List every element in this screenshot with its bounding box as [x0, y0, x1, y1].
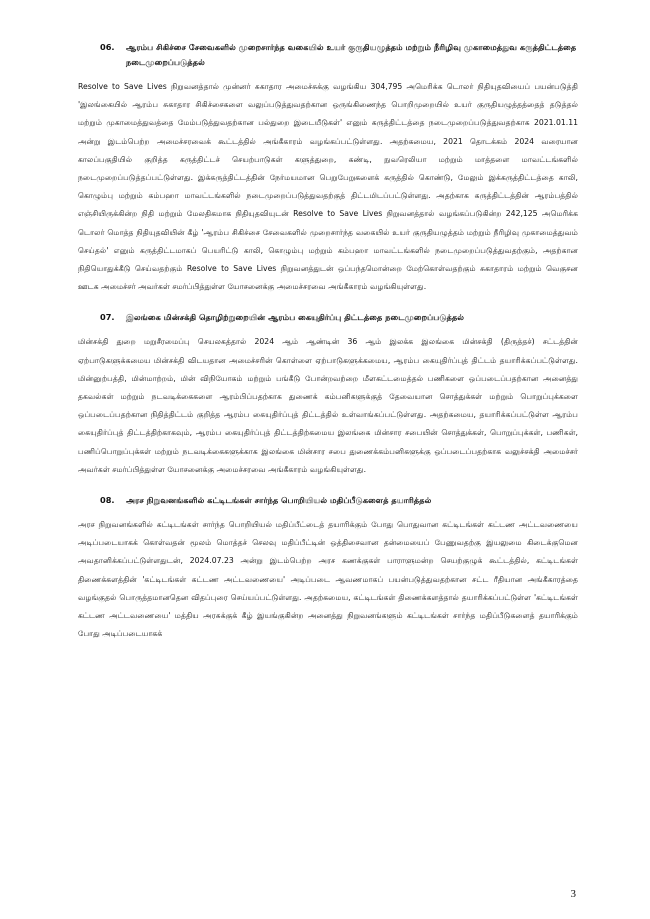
- section-heading: [78, 310, 578, 325]
- section-body: அரச நிறுவனங்களில் கட்டிடங்கள் சார்ந்த பொறியியல் மதிப்பீட்டைத் தயாரிக்கும் போது பொதுவான கட்டிடங்கள் கட்டண அட்டவணையை அடிப்படையாகக் கொள்வதன் மூலம் மொத்தச் செலவு மதிப்பீட்டின் ஒத்திசைவான தன்மையைப் பேணுவதற்கு இயலுமை கிடைக்குமென அவதானிக்கப்பட்டுள்ளதுடன், 2024.07.23 அன்று இடம்பெற்ற அரச கணக்குகள் பாராளுமன்ற செயற்குழுக் கூட்டத்தில், கட்டிடங்கள் திணைக்களத்தின் 'கட்டிடங்கள் கட்டண அட்டவணையை' அடிப்படை ஆவணமாகப் பயன்படுத்துவதற்கான சட்ட ரீதியான அங்கீகாரத்தை வழங்குதல் பொருத்தமானதென விதப்புரை செய்யப்பட்டுள்ளது. அதற்கமைய, கட்டிடங்கள் திணைக்களத்தால் தயாரிக்கப்பட்டுள்ள 'கட்டிடங்கள் கட்டண அட்டவணையை' மத்திய அரசுக்குக் கீழ் இயங்குகின்ற அனைத்து நிறுவனங்களும் கட்டிடங்கள் சார்ந்த மதிப்பீடுகளைத் தயாரிக்கும் போது அடிப்படையாகக்: [78, 520, 578, 639]
- section-body: Resolve to Save Lives நிறுவனத்தால் முன்னர் சுகாதார அமைச்சுக்கு வழங்கிய 304,795 அமெரிக்க டொலர் நிதியுதவியைப் பயன்படுத்தி 'இலங்கையில் ஆரம்ப சுகாதார சிகிச்சைகளை வலுப்படுத்துவதற்கான ஒருங்கிணைந்த பொறிமுறையில் உயர் குருதியழுத்தத்தைத் தடுத்தல் மற்றும் முகாமைத்துவத்தை மேம்படுத்துவதற்கான பல்துறை இடையீடுகள்' எனும் கருத்திட்டத்தை நடைமுறைப்படுத்துவதற்காக 2021.01.11 அன்று இடம்பெற்ற அமைச்சரவைக் கூட்டத்தில் அங்கீகாரம் வழங்கப்பட்டுள்ளது. அதற்கமைய, 2021 தொடக்கம் 2024 வரையான காலப்பகுதியில் குறித்த கருத்திட்டச் செயற்பாடுகள் களுத்துறை, கண்டி, நுவரெலியா மற்றும் மாத்தளை மாவட்டங்களில் நடைமுறைப்படுத்தப்பட்டுள்ளது. இக்கருத்திட்டத்தின் நேர்மயமான பெறுபேறுகளைக் கருத்தில் கொண்டு, மேலும் இக்கருத்திட்டத்தை காலி, கொழும்பு மற்றும் கம்பஹா மாவட்டங்களில் நடைமுறைப்படுத்துவதற்குத் திட்டமிடப்பட்டுள்ளது. அதற்காக கருத்திட்டத்தின் ஆரம்பத்தில் எஞ்சியிருக்கின்ற நிதி மற்றும் மேலதிகமாக நிதியுதவியுடன் Resolve to Save Lives நிறுவனத்தால் வழங்கப்படுகின்ற 242,125 அமெரிக்க டொலர் மொத்த நிதியுதவியின் கீழ் 'ஆரம்ப சிகிச்சை சேவைகளில் முறைசார்ந்த வகையில் உயர் குருதியழுத்தம் மற்றும் நீரிழிவு முகாமைத்துவம் செய்தல்' எனும் கருத்திட்டமாகப் பெயரிட்டு காலி, கொழும்பு மற்றும் கம்பஹா மாவட்டங்களில் நடைமுறைப்படுத்துவதற்கும், அதற்கான நிதியொதுக்கீடு செய்வதற்கும் Resolve to Save Lives நிறுவனத்துடன் ஒப்பந்தமொன்றை மேற்கொள்வதற்கும் சுகாதாரம் மற்றும் வெகுசன ஊடக அமைச்சர் அவர்கள் சமர்ப்பித்துள்ள யோசனைக்கு அமைச்சரவை அங்கீகாரம் வழங்கியுள்ளது.: [78, 82, 578, 292]
- section-title: இலங்கை மின்சக்தி தொழிற்றுறையின் ஆரம்ப கையுதிர்ப்பு திட்டத்தை நடைமுறைப்படுத்தல்: [126, 312, 465, 323]
- section-number: 06.: [100, 42, 115, 52]
- document-page: [78, 40, 578, 657]
- section-heading: [78, 493, 578, 508]
- section-heading: [78, 40, 578, 70]
- page-number: 3: [570, 888, 576, 900]
- section-number: 07.: [100, 312, 115, 323]
- section-08: [78, 493, 578, 643]
- section-number: 08.: [100, 495, 115, 506]
- section-title: ஆரம்ப சிகிச்சை சேவைகளில் முறைசார்ந்த வகையில் உயர் குருதியழுத்தம் மற்றும் நீரிழிவு முகாமைத்துவ கருத்திட்டத்தை நடைமுறைப்படுத்தல்: [126, 42, 577, 67]
- section-body: மின்சக்தி துறை மறுசீரமைப்பு செயலகத்தால் 2024 ஆம் ஆண்டின் 36 ஆம் இலக்க இலங்கை மின்சக்தி (திருத்தச்) சட்டத்தின் ஏற்பாடுகளுக்கமைய மின்சக்தி விடயதான அமைச்சரின் கொள்ளை ஏற்பாடுகளுக்கமைய, ஆரம்ப கையுதிர்ப்புத் திட்டம் தயாரிக்கப்பட்டுள்ளது. மின்னுற்பத்தி, மின்மாற்றம், மின் விநியோகம் மற்றும் பங்கீடு போன்றவற்றை மீளகட்டமைத்தல் பணிகளை ஒப்படைப்பதற்கான அனைத்து தகவல்கள் மற்றும் நடவடிக்கைகளை ஆரம்பிப்பதற்காக துணைக் கம்பனிகளுக்குத் தேவையான சொத்துக்கள் மற்றும் பொறுப்புக்களை ஒப்படைப்பதற்கான நிதித்திட்டம் குறித்த ஆரம்ப கையுதிர்ப்புத் திட்டத்தில் உள்வாங்கப்பட்டுள்ளது. அதற்கமைய, தயாரிக்கப்பட்டுள்ள ஆரம்ப கையுதிர்ப்புத் திட்டத்திற்காகவும், ஆரம்ப கையுதிர்ப்புத் திட்டத்திற்கமைய இலங்கை மின்சார சபையின் சொத்துக்கள், பொறுப்புக்கள், பணிகள், பணிப்பொறுப்புக்கள் மற்றும் நடவடிக்கைகளுக்காக இலங்கை மின்சார சபை துணைக்கம்பனிகளுக்கு ஒப்படைப்பதற்காக வலுச்சக்தி அமைச்சர் அவர்கள் சமர்ப்பித்துள்ள யோசனைக்கு அமைச்சரவை அங்கீகாரம் வழங்கியுள்ளது.: [78, 337, 578, 474]
- section-06: [78, 40, 578, 296]
- section-07: [78, 310, 578, 479]
- section-title: அரச நிறுவனங்களில் கட்டிடங்கள் சார்ந்த பொறியியல் மதிப்பீடுகளைத் தயாரித்தல்: [126, 495, 432, 506]
